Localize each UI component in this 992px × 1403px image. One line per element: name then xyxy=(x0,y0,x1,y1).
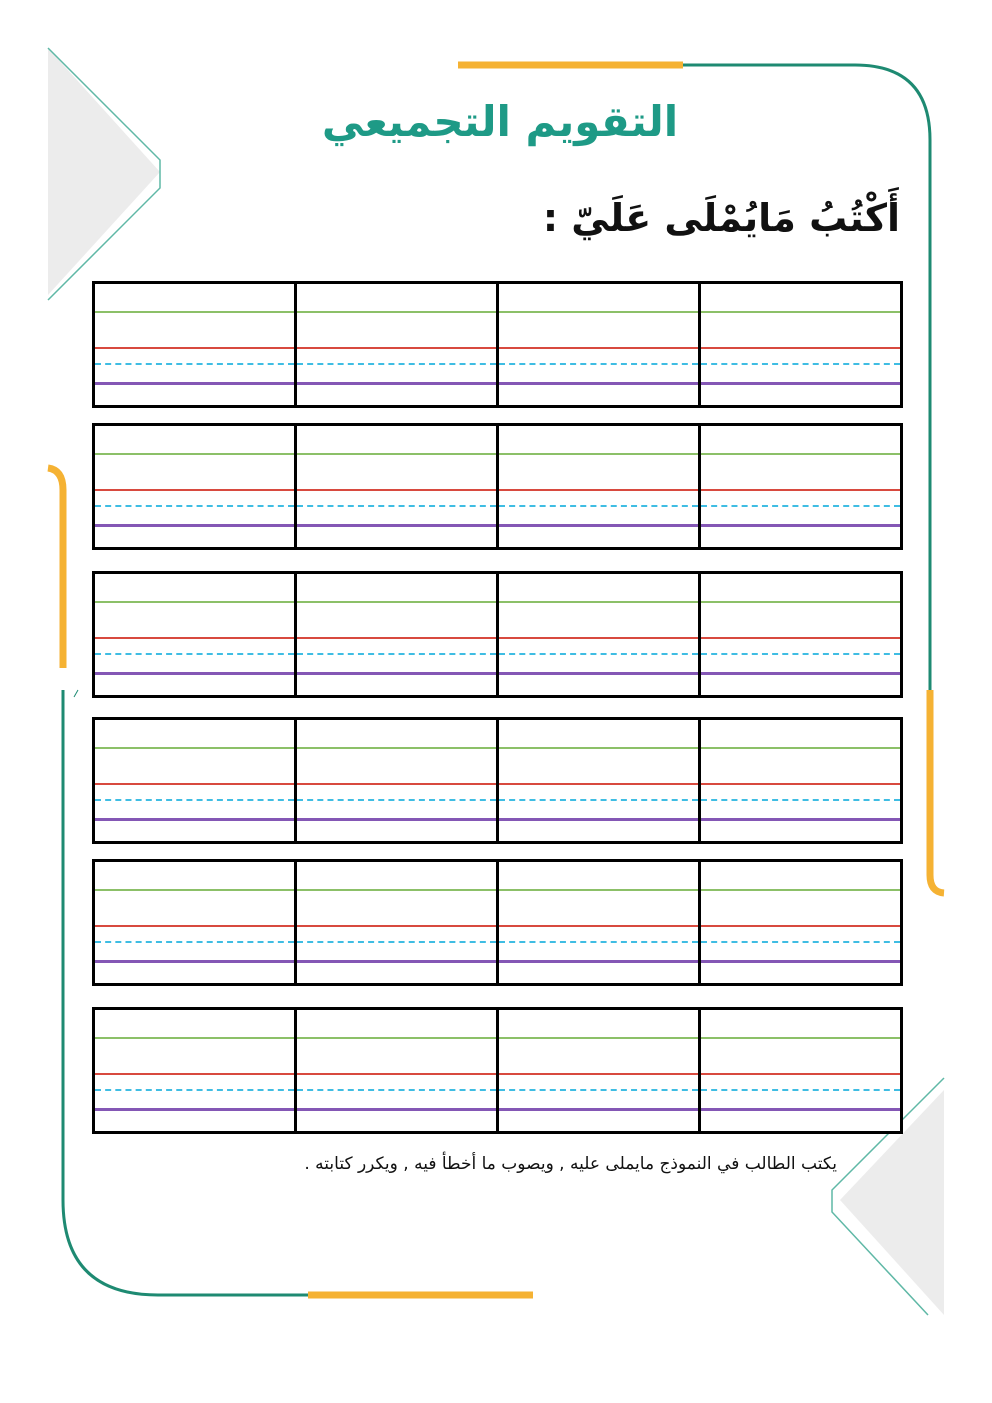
guide-line-green xyxy=(95,453,294,455)
writing-cell xyxy=(701,862,900,983)
guide-line-blue xyxy=(297,941,496,943)
writing-grid-row-6 xyxy=(92,1007,903,1134)
guide-line-red xyxy=(95,783,294,785)
corner-triangle-top-left xyxy=(48,48,160,295)
writing-cell xyxy=(701,574,900,695)
guide-line-green xyxy=(297,747,496,749)
writing-grid-row-3 xyxy=(92,571,903,698)
writing-cell xyxy=(499,574,701,695)
guide-line-green xyxy=(701,601,900,603)
guide-line-green xyxy=(701,453,900,455)
page-title: التقويم التجميعي xyxy=(321,97,679,146)
frame-small-tick xyxy=(74,690,78,697)
guide-line-red xyxy=(701,783,900,785)
guide-line-blue xyxy=(95,941,294,943)
guide-line-green xyxy=(701,889,900,891)
guide-line-green xyxy=(701,1037,900,1039)
guide-line-red xyxy=(95,347,294,349)
guide-line-green xyxy=(95,311,294,313)
writing-cell xyxy=(499,862,701,983)
guide-line-purple xyxy=(499,524,698,527)
guide-line-purple xyxy=(95,818,294,821)
guide-line-blue xyxy=(95,363,294,365)
guide-line-blue xyxy=(701,799,900,801)
guide-line-purple xyxy=(95,672,294,675)
writing-cell xyxy=(297,426,499,547)
guide-line-green xyxy=(701,747,900,749)
guide-line-purple xyxy=(701,818,900,821)
writing-cell xyxy=(701,426,900,547)
guide-line-purple xyxy=(95,1108,294,1111)
writing-cell xyxy=(499,720,701,841)
guide-line-purple xyxy=(297,960,496,963)
writing-cell xyxy=(95,284,297,405)
writing-cell xyxy=(499,426,701,547)
guide-line-green xyxy=(297,889,496,891)
guide-line-purple xyxy=(297,1108,496,1111)
writing-cell xyxy=(95,574,297,695)
guide-line-blue xyxy=(701,363,900,365)
guide-line-red xyxy=(499,925,698,927)
guide-line-red xyxy=(297,925,496,927)
writing-cell xyxy=(95,1010,297,1131)
guide-line-blue xyxy=(499,941,698,943)
writing-grid-row-4 xyxy=(92,717,903,844)
guide-line-blue xyxy=(701,1089,900,1091)
guide-line-purple xyxy=(499,960,698,963)
writing-cell xyxy=(95,862,297,983)
guide-line-red xyxy=(701,925,900,927)
guide-line-green xyxy=(95,747,294,749)
guide-line-blue xyxy=(95,1089,294,1091)
guide-line-blue xyxy=(499,363,698,365)
guide-line-blue xyxy=(297,799,496,801)
writing-cell xyxy=(701,284,900,405)
guide-line-blue xyxy=(297,653,496,655)
guide-line-purple xyxy=(701,1108,900,1111)
writing-cell xyxy=(297,574,499,695)
guide-line-blue xyxy=(499,653,698,655)
guide-line-blue xyxy=(297,363,496,365)
guide-line-blue xyxy=(95,799,294,801)
guide-line-purple xyxy=(499,818,698,821)
frame-orange-right xyxy=(930,690,944,893)
writing-cell xyxy=(701,1010,900,1131)
guide-line-green xyxy=(701,311,900,313)
guide-line-green xyxy=(499,601,698,603)
guide-line-purple xyxy=(701,524,900,527)
guide-line-red xyxy=(499,489,698,491)
guide-line-red xyxy=(701,637,900,639)
guide-line-red xyxy=(297,347,496,349)
guide-line-red xyxy=(499,637,698,639)
guide-line-purple xyxy=(499,382,698,385)
guide-line-red xyxy=(701,347,900,349)
guide-line-red xyxy=(297,1073,496,1075)
guide-line-blue xyxy=(499,799,698,801)
guide-line-red xyxy=(499,783,698,785)
writing-cell xyxy=(297,720,499,841)
guide-line-blue xyxy=(701,653,900,655)
guide-line-red xyxy=(95,637,294,639)
guide-line-purple xyxy=(95,524,294,527)
guide-line-blue xyxy=(297,1089,496,1091)
writing-grid-row-1 xyxy=(92,281,903,408)
guide-line-blue xyxy=(701,505,900,507)
guide-line-purple xyxy=(95,960,294,963)
guide-line-red xyxy=(297,637,496,639)
writing-cell xyxy=(499,284,701,405)
guide-line-green xyxy=(95,601,294,603)
guide-line-green xyxy=(499,1037,698,1039)
guide-line-blue xyxy=(499,505,698,507)
guide-line-green xyxy=(297,453,496,455)
guide-line-purple xyxy=(701,672,900,675)
guide-line-purple xyxy=(297,818,496,821)
guide-line-blue xyxy=(95,653,294,655)
guide-line-purple xyxy=(701,960,900,963)
guide-line-green xyxy=(95,889,294,891)
guide-line-blue xyxy=(297,505,496,507)
writing-cell xyxy=(297,862,499,983)
guide-line-green xyxy=(499,311,698,313)
guide-line-red xyxy=(95,925,294,927)
writing-grid-row-2 xyxy=(92,423,903,550)
guide-line-green xyxy=(499,889,698,891)
guide-line-red xyxy=(95,489,294,491)
guide-line-green xyxy=(499,453,698,455)
guide-line-green xyxy=(499,747,698,749)
instruction-heading: أَكْتُبُ مَايُمْلَى عَلَيّ : xyxy=(542,196,900,240)
guide-line-red xyxy=(701,1073,900,1075)
frame-orange-left xyxy=(48,468,63,668)
writing-cell xyxy=(95,426,297,547)
teacher-note: يكتب الطالب في النموذج مايملى عليه , ويصوب ما أخطأ فيه , ويكرر كتابته . xyxy=(304,1154,837,1174)
guide-line-blue xyxy=(701,941,900,943)
guide-line-purple xyxy=(499,1108,698,1111)
guide-line-blue xyxy=(499,1089,698,1091)
guide-line-blue xyxy=(95,505,294,507)
guide-line-purple xyxy=(297,382,496,385)
guide-line-red xyxy=(499,1073,698,1075)
writing-grid-row-5 xyxy=(92,859,903,986)
guide-line-green xyxy=(297,1037,496,1039)
writing-cell xyxy=(95,720,297,841)
guide-line-green xyxy=(297,601,496,603)
guide-line-purple xyxy=(297,524,496,527)
writing-cell xyxy=(499,1010,701,1131)
guide-line-green xyxy=(297,311,496,313)
guide-line-purple xyxy=(95,382,294,385)
guide-line-red xyxy=(95,1073,294,1075)
guide-line-purple xyxy=(499,672,698,675)
writing-cell xyxy=(297,284,499,405)
guide-line-red xyxy=(297,783,496,785)
guide-line-purple xyxy=(701,382,900,385)
guide-line-red xyxy=(701,489,900,491)
guide-line-red xyxy=(297,489,496,491)
guide-line-green xyxy=(95,1037,294,1039)
writing-cell xyxy=(701,720,900,841)
writing-cell xyxy=(297,1010,499,1131)
guide-line-red xyxy=(499,347,698,349)
guide-line-purple xyxy=(297,672,496,675)
